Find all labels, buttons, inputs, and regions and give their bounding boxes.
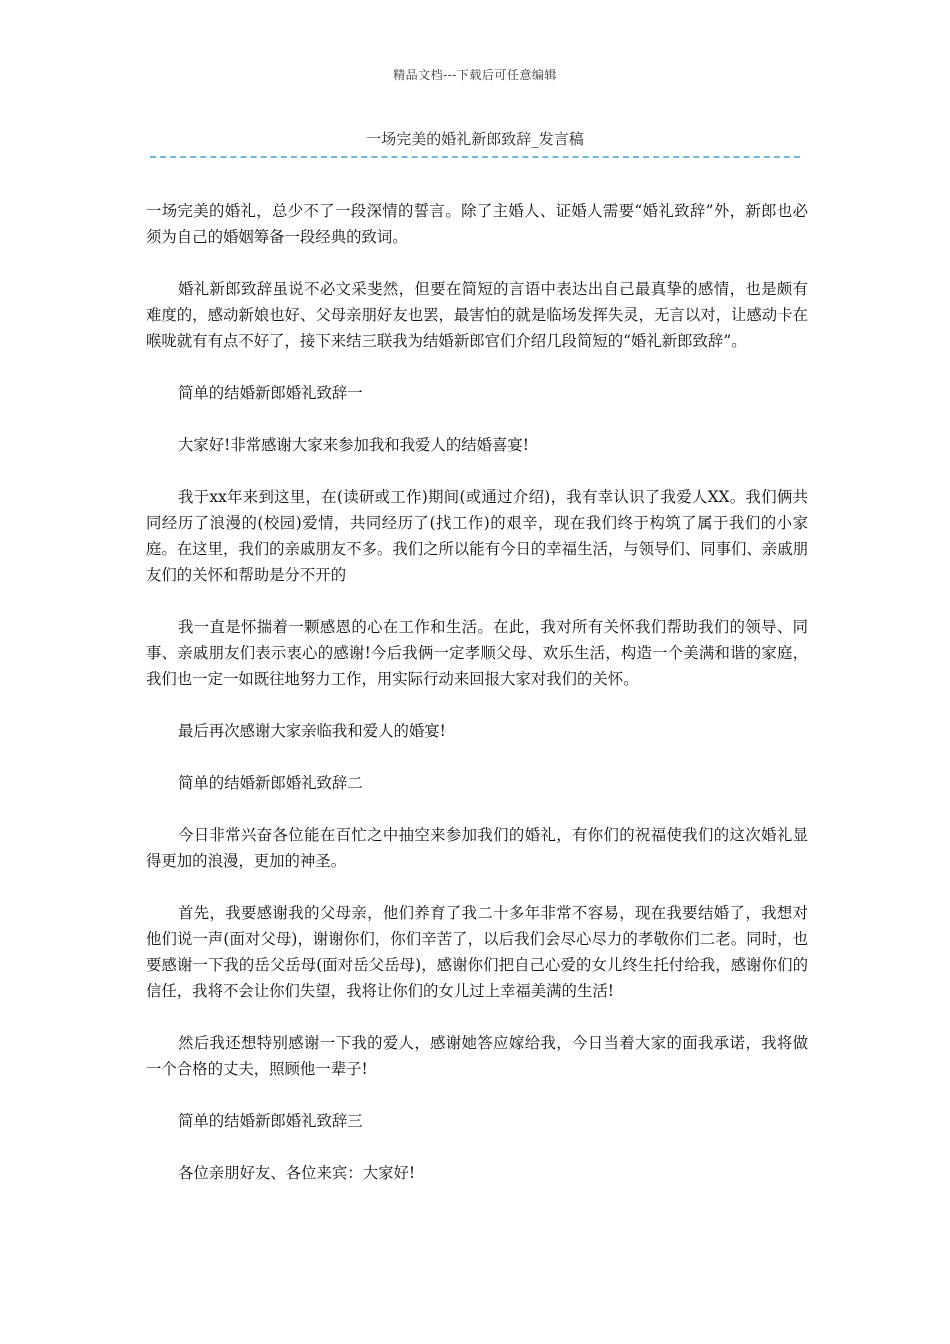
paragraph: 大家好!非常感谢大家来参加我和我爱人的结婚喜宴! — [178, 436, 529, 454]
paragraph: 首先，我要感谢我的父母亲，他们养育了我二十多年非常不容易，现在我要结婚了，我想对他们说一声(面对父母)，谢谢你们，你们辛苦了，以后我们会尽心尽力的孝敬你们二老。同时，也要感谢一下我的岳父岳母(面对岳父岳母)，感谢你们把自己心爱的女儿终生托付给我，感谢你们的信任，我将不会让你们失望，我将让你们的女儿过上幸福美满的生活! — [146, 904, 808, 1000]
paragraph: 然后我还想特别感谢一下我的爱人，感谢她答应嫁给我，今日当着大家的面我承诺，我将做一个合格的丈夫，照顾他一辈子! — [146, 1034, 808, 1078]
document-title: 一场完美的婚礼新郎致辞_发言稿 — [366, 130, 584, 148]
section-heading-3: 简单的结婚新郎婚礼致辞三 — [178, 1112, 363, 1130]
paragraph: 最后再次感谢大家亲临我和爱人的婚宴! — [178, 722, 446, 740]
paragraph: 我一直是怀揣着一颗感恩的心在工作和生活。在此，我对所有关怀我们帮助我们的领导、同事、亲戚朋友们表示衷心的感谢!今后我俩一定孝顺父母、欢乐生活，构造一个美满和谐的家庭，我们也一定一如既往地努力工作，用实际行动来回报大家对我们的关怀。 — [146, 618, 808, 688]
document-body — [146, 198, 808, 1212]
section-heading-1: 简单的结婚新郎婚礼致辞一 — [178, 384, 363, 402]
section-heading-2: 简单的结婚新郎婚礼致辞二 — [178, 774, 363, 792]
title-divider — [150, 156, 800, 158]
paragraph: 各位亲朋好友、各位来宾：大家好! — [178, 1164, 416, 1182]
paragraph-intro: 一场完美的婚礼，总少不了一段深情的誓言。除了主婚人、证婚人需要“婚礼致辞”外，新郎也必须为自己的婚姻筹备一段经典的致词。 — [146, 202, 808, 246]
page-header: 精品文档---下载后可任意编辑 — [393, 68, 557, 82]
paragraph: 婚礼新郎致辞虽说不必文采斐然，但要在简短的言语中表达出自己最真挚的感情，也是颇有难度的，感动新娘也好、父母亲朋好友也罢，最害怕的就是临场发挥失灵，无言以对，让感动卡在喉咙就有有点不好了，接下来结三联我为结婚新郎官们介绍几段简短的“婚礼新郎致辞”。 — [146, 280, 808, 350]
paragraph: 今日非常兴奋各位能在百忙之中抽空来参加我们的婚礼，有你们的祝福使我们的这次婚礼显得更加的浪漫，更加的神圣。 — [146, 826, 808, 870]
paragraph: 我于xx年来到这里，在(读研或工作)期间(或通过介绍)，我有幸认识了我爱人XX。我们俩共同经历了浪漫的(校园)爱情，共同经历了(找工作)的艰辛，现在我们终于构筑了属于我们的小家庭。在这里，我们的亲戚朋友不多。我们之所以能有今日的幸福生活，与领导们、同事们、亲戚朋友们的关怀和帮助是分不开的 — [146, 488, 808, 584]
